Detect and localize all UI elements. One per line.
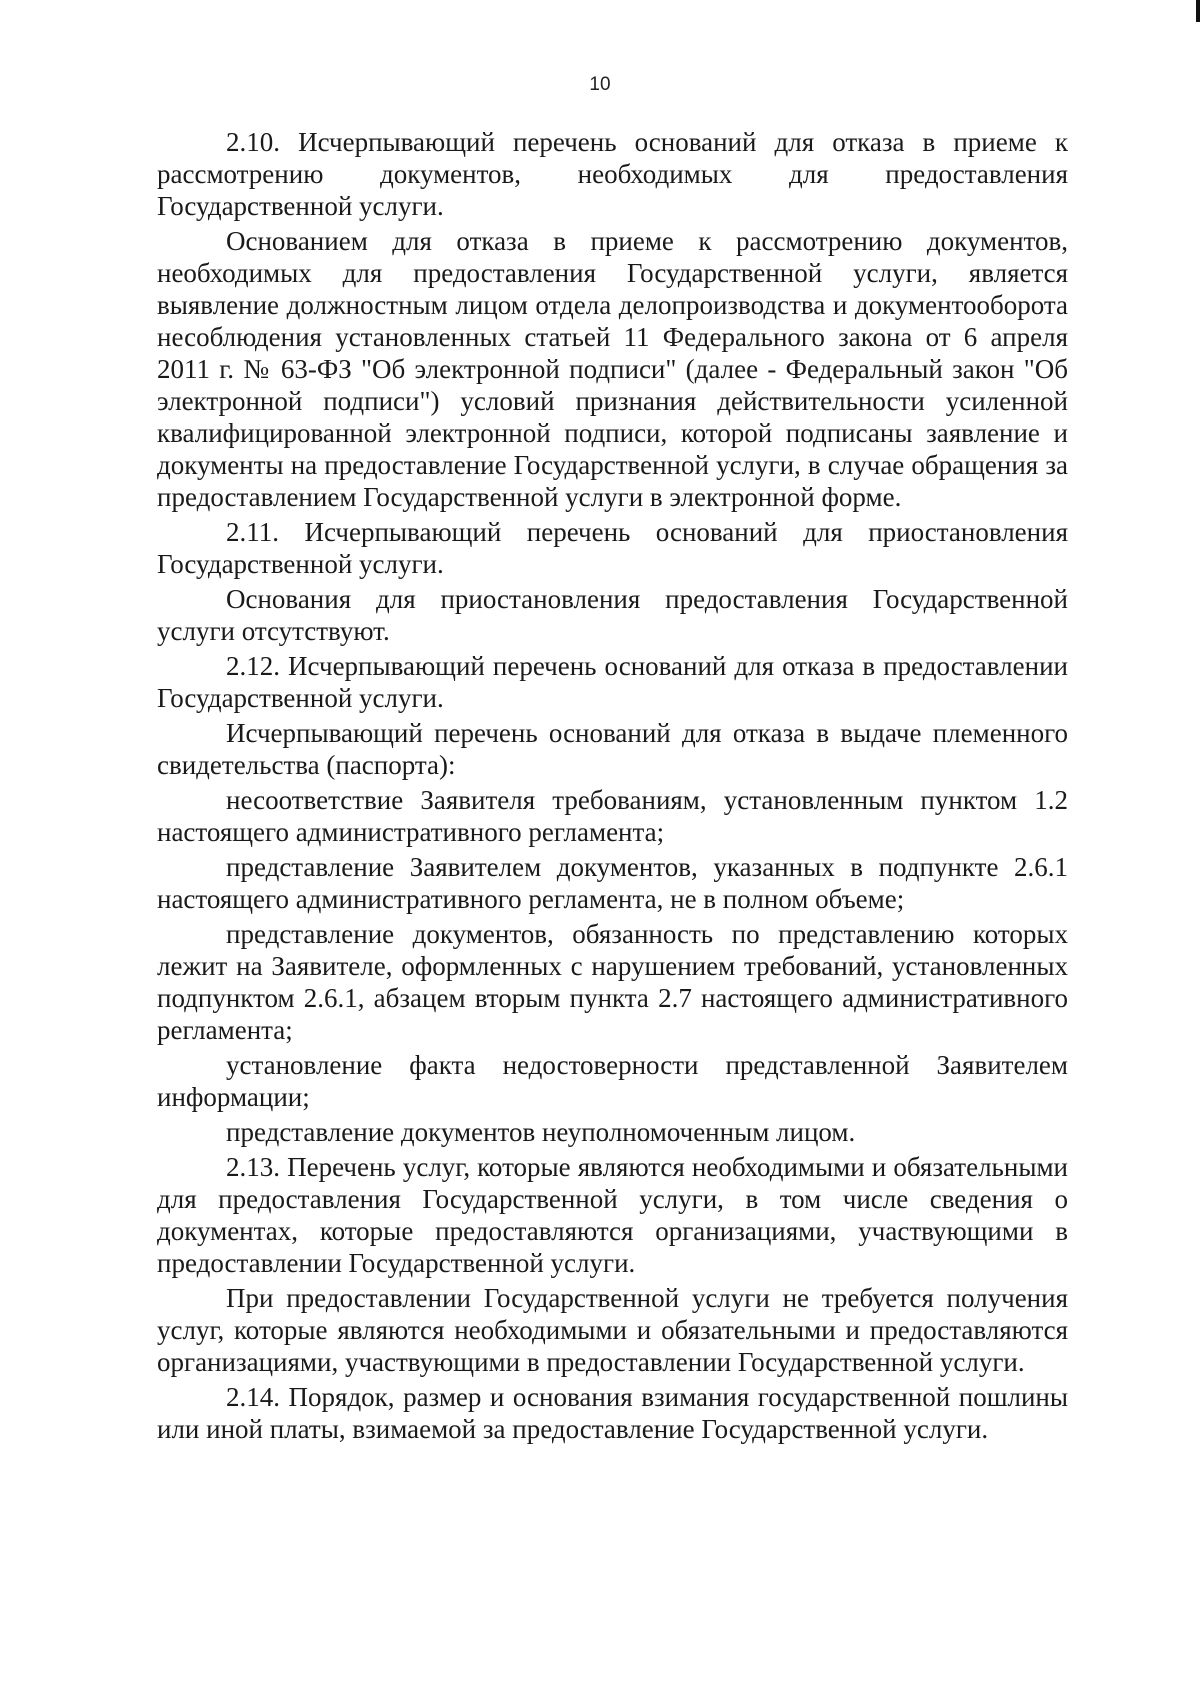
refusal-reason-item: установление факта недостоверности представленной Заявителем информации;	[157, 1050, 1068, 1112]
section-2-13-heading: 2.13. Перечень услуг, которые являются необходимыми и обязательными для предоставления Государственной услуги, в том числе сведения о документах, которые предоставляются организациями, участвующими в предоставлении Государственной услуги.	[157, 1152, 1068, 1278]
section-2-11-heading: 2.11. Исчерпывающий перечень оснований для приостановления Государственной услуги.	[157, 517, 1068, 579]
refusal-reason-item: представление документов, обязанность по представлению которых лежит на Заявителе, оформленных с нарушением требований, установленных подпунктом 2.6.1, абзацем вторым пункта 2.7 настоящего административного регламента;	[157, 919, 1068, 1045]
section-2-14-heading: 2.14. Порядок, размер и основания взимания государственной пошлины или иной платы, взимаемой за предоставление Государственной услуги.	[157, 1382, 1068, 1444]
section-2-10-text: Основанием для отказа в приеме к рассмотрению документов, необходимых для предоставления Государственной услуги, является выявление должностным лицом отдела делопроизводства и документооборота несоблюдения установленных статьей 11 Федерального закона от 6 апреля 2011 г. № 63-ФЗ "Об электронной подписи" (далее - Федеральный закон "Об электронной подписи") условий признания действительности усиленной квалифицированной электронной подписи, которой подписаны заявление и документы на предоставление Государственной услуги, в случае обращения за предоставлением Государственной услуги в электронной форме.	[157, 226, 1068, 512]
section-2-11-text: Основания для приостановления предоставления Государственной услуги отсутствуют.	[157, 584, 1068, 646]
refusal-reason-item: несоответствие Заявителя требованиям, установленным пунктом 1.2 настоящего административного регламента;	[157, 785, 1068, 847]
section-2-13-text: При предоставлении Государственной услуги не требуется получения услуг, которые являются необходимыми и обязательными и предоставляются организациями, участвующими в предоставлении Государственной услуги.	[157, 1283, 1068, 1377]
refusal-reason-item: представление Заявителем документов, указанных в подпункте 2.6.1 настоящего административного регламента, не в полном объеме;	[157, 852, 1068, 914]
section-2-12-heading: 2.12. Исчерпывающий перечень оснований для отказа в предоставлении Государственной услуги.	[157, 651, 1068, 713]
section-2-10-heading: 2.10. Исчерпывающий перечень оснований для отказа в приеме к рассмотрению документов, необходимых для предоставления Государственной услуги.	[157, 127, 1068, 221]
scan-edge-mark	[1196, 0, 1200, 22]
refusal-reason-item: представление документов неуполномоченным лицом.	[226, 1117, 856, 1147]
section-2-12-intro: Исчерпывающий перечень оснований для отказа в выдаче племенного свидетельства (паспорта):	[157, 718, 1068, 780]
document-body	[157, 126, 1068, 1448]
page-number: 10	[589, 74, 611, 95]
